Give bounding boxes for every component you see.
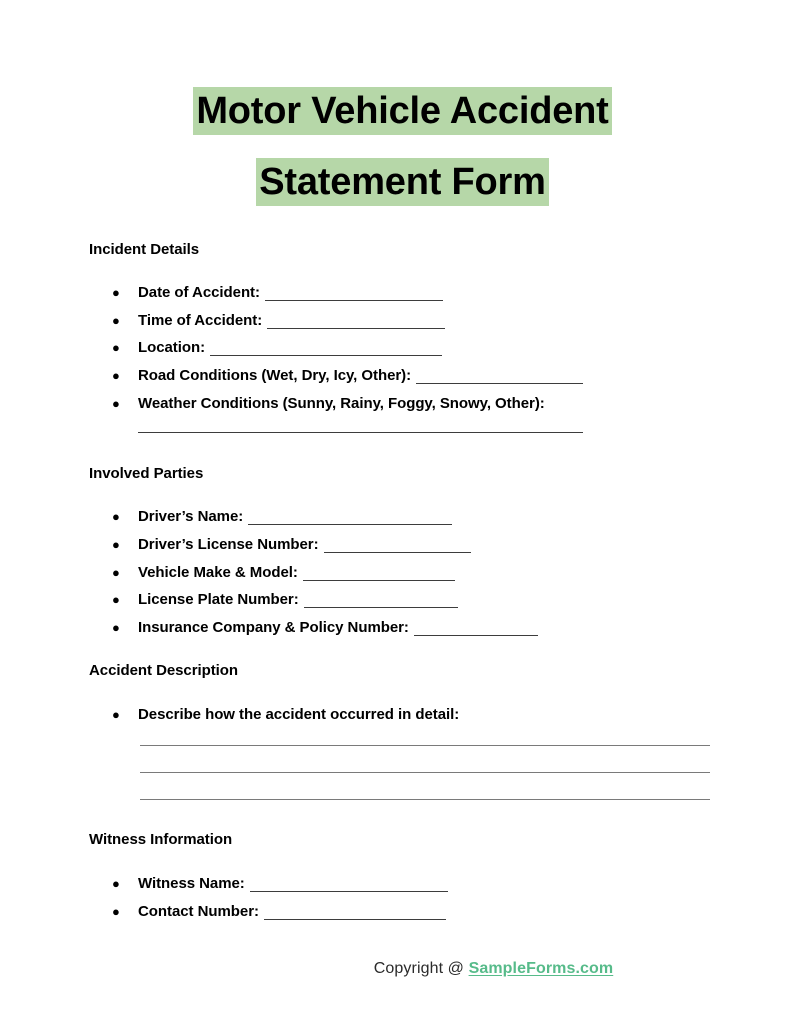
bullet-icon: ● (112, 592, 120, 607)
blank-line-witness-name[interactable] (250, 891, 448, 892)
blank-line-driver-name[interactable] (248, 524, 452, 525)
field-label: Location: (138, 339, 206, 356)
blank-line-road-conditions[interactable] (416, 383, 583, 384)
bullet-icon: ● (112, 313, 120, 328)
section-heading-witness-information: Witness Information (89, 831, 233, 848)
list-item-date-of-accident (112, 284, 443, 301)
list-item-witness-name (112, 875, 448, 892)
bullet-icon: ● (112, 707, 120, 722)
section-heading-involved-parties: Involved Parties (89, 465, 204, 482)
page-title-line-2 (0, 147, 805, 218)
footer-inner (374, 960, 613, 978)
bullet-icon: ● (112, 368, 120, 383)
bullet-icon: ● (112, 620, 120, 635)
list-item-describe-accident (112, 706, 459, 723)
blank-line-weather-conditions[interactable] (138, 432, 583, 433)
bullet-icon: ● (112, 876, 120, 891)
description-ruled-line-3[interactable] (140, 799, 710, 800)
bullet-icon: ● (112, 537, 120, 552)
list-item-driver-name (112, 508, 452, 525)
page-title (0, 76, 805, 218)
list-item-insurance-policy-number (112, 619, 538, 636)
list-item-contact-number (112, 903, 446, 920)
sampleforms-link[interactable]: SampleForms.com (468, 960, 614, 977)
bullet-icon: ● (112, 904, 120, 919)
list-item-time-of-accident (112, 312, 445, 329)
list-item-license-plate-number (112, 591, 458, 608)
blank-line-contact-number[interactable] (264, 919, 446, 920)
field-label: Driver’s Name: (138, 508, 244, 525)
list-item-location (112, 339, 442, 356)
blank-line-license-plate-number[interactable] (304, 607, 458, 608)
field-label: Date of Accident: (138, 284, 260, 301)
bullet-icon: ● (112, 285, 120, 300)
description-ruled-line-1[interactable] (140, 745, 710, 746)
blank-line-vehicle-make-model[interactable] (303, 580, 455, 581)
footer (0, 960, 805, 978)
bullet-icon: ● (112, 340, 120, 355)
list-item-vehicle-make-model (112, 564, 455, 581)
field-label: Witness Name: (138, 875, 245, 892)
section-heading-incident-details: Incident Details (89, 241, 200, 258)
title-highlight-2: Statement Form (256, 158, 548, 206)
field-label: Vehicle Make & Model: (138, 564, 298, 581)
field-label: Weather Conditions (Sunny, Rainy, Foggy, Snowy, Other): (138, 395, 545, 412)
copyright-text: Copyright @ (373, 960, 465, 977)
field-label: Contact Number: (138, 903, 259, 920)
field-label: Driver’s License Number: (138, 536, 319, 553)
field-label: Road Conditions (Wet, Dry, Icy, Other): (138, 367, 412, 384)
blank-line-date-of-accident[interactable] (265, 300, 443, 301)
list-item-driver-license-number (112, 536, 471, 553)
blank-line-time-of-accident[interactable] (267, 328, 445, 329)
field-label: Insurance Company & Policy Number: (138, 619, 409, 636)
bullet-icon: ● (112, 509, 120, 524)
field-label: Describe how the accident occurred in detail: (138, 706, 460, 723)
field-label: Time of Accident: (138, 312, 263, 329)
blank-line-driver-license-number[interactable] (324, 552, 471, 553)
page-title-line-1 (0, 76, 805, 147)
list-item-road-conditions (112, 367, 583, 384)
list-item-weather-conditions (112, 395, 545, 412)
title-highlight-1: Motor Vehicle Accident (193, 87, 611, 135)
bullet-icon: ● (112, 565, 120, 580)
field-label: License Plate Number: (138, 591, 299, 608)
blank-line-location[interactable] (210, 355, 442, 356)
section-heading-accident-description: Accident Description (89, 662, 239, 679)
bullet-icon: ● (112, 396, 120, 411)
description-ruled-line-2[interactable] (140, 772, 710, 773)
blank-line-insurance-policy-number[interactable] (414, 635, 538, 636)
